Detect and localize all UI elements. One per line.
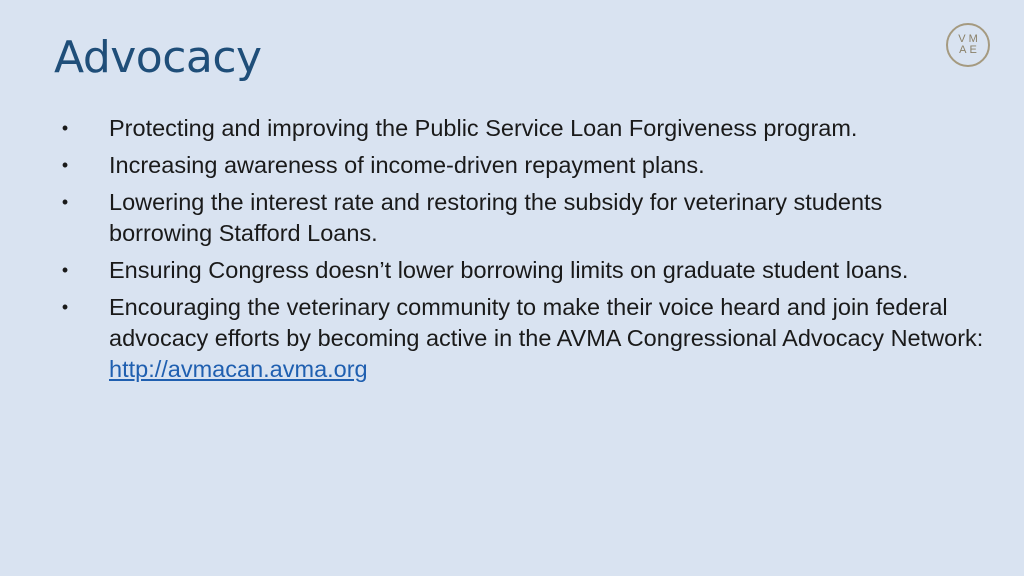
bullet-item-2 [0,150,1024,181]
logo-line-2: AE [959,44,980,56]
bullet-dot-icon: • [61,192,69,212]
bullet-item-5 [0,292,1024,385]
avmacan-link[interactable]: http://avmacan.avma.org [109,356,368,382]
bullet-text: Encouraging the veterinary community to make their voice heard and join federal advocacy efforts by becoming active in the AVMA Congressional Advocacy Network: [109,294,984,351]
bullet-item-4 [0,255,1024,286]
bullet-item-3 [0,187,1024,249]
slide-title: Advocacy [54,32,262,83]
bullet-text: Lowering the interest rate and restoring the subsidy for veterinary students borrowing Stafford Loans. [109,189,883,246]
bullet-dot-icon: • [61,297,69,317]
bullet-dot-icon: • [61,118,69,138]
bullet-dot-icon: • [61,155,69,175]
bullet-text: Increasing awareness of income-driven repayment plans. [109,152,705,178]
logo-line-1: VM [958,33,981,45]
bullet-dot-icon: • [61,260,69,280]
bullet-text: Protecting and improving the Public Service Loan Forgiveness program. [109,115,858,141]
bullet-item-1 [0,113,1024,144]
bullet-text: Ensuring Congress doesn’t lower borrowing limits on graduate student loans. [109,257,909,283]
bullet-list [0,113,1024,391]
vmae-logo-icon [946,23,990,67]
